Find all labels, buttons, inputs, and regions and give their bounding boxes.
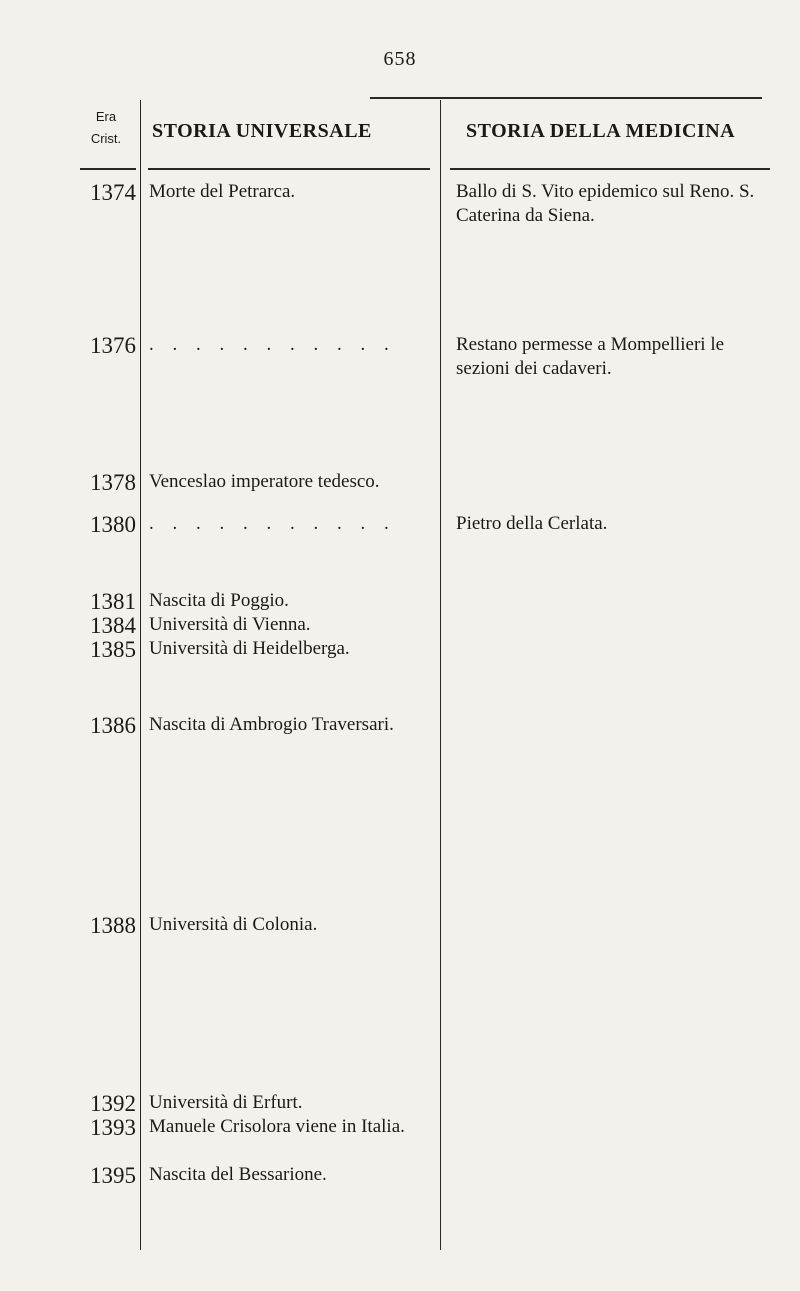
universal-entry: Università di Heidelberga. <box>149 638 350 659</box>
universal-entry: Manuele Crisolora viene in Italia. <box>149 1116 405 1137</box>
year: 1386 <box>90 713 136 738</box>
year: 1378 <box>90 470 136 495</box>
year: 1384 <box>90 613 136 638</box>
header-rule-era <box>80 168 136 170</box>
page-number: 658 <box>383 48 417 70</box>
year: 1388 <box>90 913 136 938</box>
universal-entry: Nascita del Bessarione. <box>149 1164 327 1185</box>
header-medicine-history: STORIA DELLA MEDICINA <box>466 120 736 142</box>
year: 1395 <box>90 1163 136 1188</box>
year: 1380 <box>90 512 136 537</box>
column-divider-left <box>140 100 141 1250</box>
year: 1393 <box>90 1115 136 1140</box>
header-universal-history: STORIA UNIVERSALE <box>152 120 372 142</box>
header-era-line1: Era <box>95 109 117 124</box>
year: 1374 <box>90 180 136 205</box>
universal-entry: Università di Colonia. <box>149 914 318 935</box>
medicine-entry: Pietro della Cerlata. <box>456 513 608 534</box>
universal-entry: Nascita di Ambrogio Traversari. <box>149 714 394 735</box>
universal-entry: Università di Erfurt. <box>149 1092 303 1113</box>
header-rule-universal <box>148 168 430 170</box>
year: 1392 <box>90 1091 136 1116</box>
year: 1385 <box>90 637 136 662</box>
universal-entry: . . . . . . . . . . . <box>149 513 396 534</box>
universal-entry: . . . . . . . . . . . <box>149 334 396 355</box>
year: 1376 <box>90 333 136 358</box>
medicine-entry: Ballo di S. Vito epidemico sul Reno. S. Caterina da Siena. <box>456 181 755 226</box>
top-rule <box>370 97 762 99</box>
universal-entry: Università di Vienna. <box>149 614 311 635</box>
header-rule-medicine <box>450 168 770 170</box>
universal-entry: Morte del Petrarca. <box>149 181 296 202</box>
universal-entry: Nascita di Poggio. <box>149 590 289 611</box>
column-divider-right <box>440 100 441 1250</box>
universal-entry: Venceslao imperatore tedesco. <box>149 471 380 492</box>
header-era <box>78 106 134 150</box>
year: 1381 <box>90 589 136 614</box>
medicine-entry: Restano permesse a Mompellieri le sezioni dei cadaveri. <box>456 334 725 379</box>
header-era-line2: Crist. <box>90 131 122 146</box>
